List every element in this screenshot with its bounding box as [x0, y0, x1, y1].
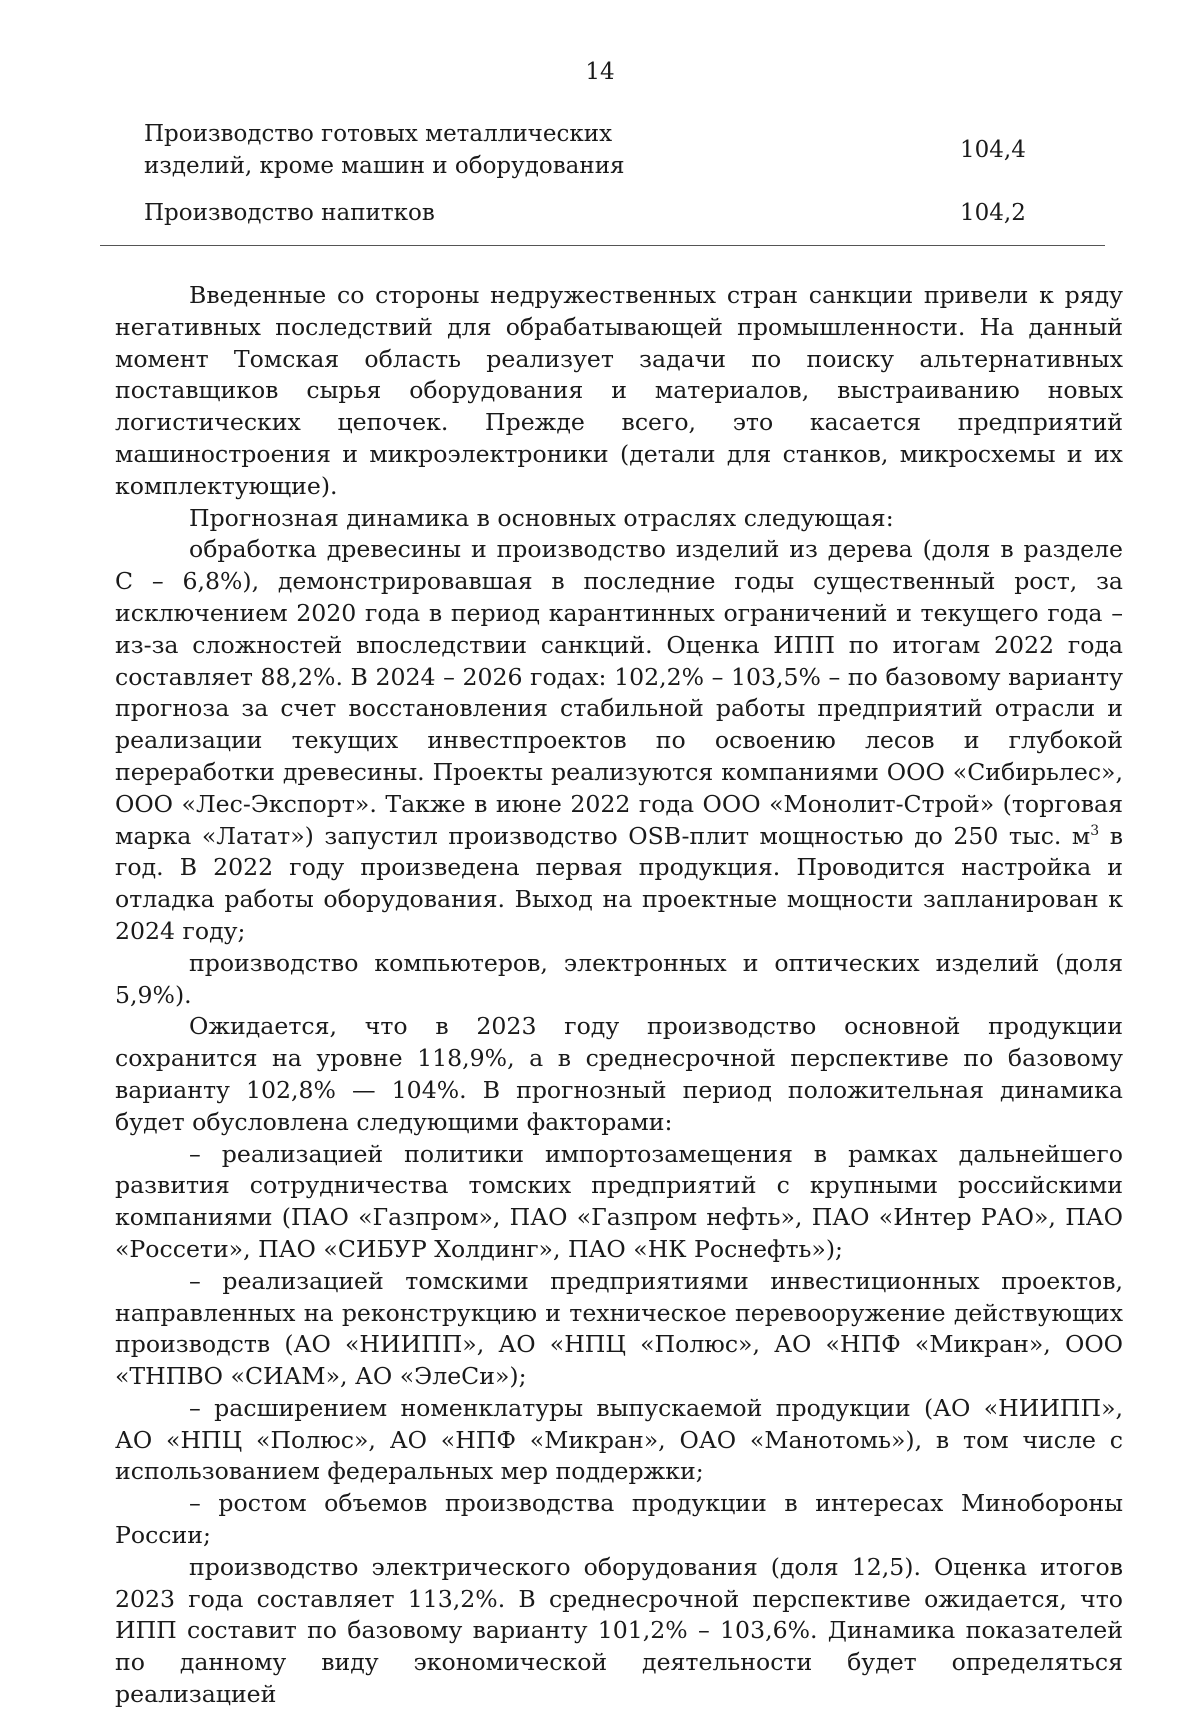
- table-row: [100, 118, 1105, 182]
- index-table: [100, 118, 1105, 226]
- body-text: [115, 280, 1123, 1711]
- table-row: [100, 197, 1105, 229]
- paragraph: Прогнозная динамика в основных отраслях следующая:: [189, 503, 894, 532]
- table-row-name-line1: Производство готовых металлических: [144, 121, 613, 147]
- paragraph: производство электрического оборудования (доля 12,5). Оценка итогов 2023 года составляет 113,2%. В среднесрочной перспективе ожидается, что ИПП составит по базовому варианту 101,2% – 103,6%. Динамика показателей по данному виду экономической деятельности будет определяться реализацией: [115, 1552, 1123, 1709]
- list-item: – реализацией политики импортозамещения в рамках дальнейшего развития сотрудничества томских предприятий с крупными российскими компаниями (ПАО «Газпром», ПАО «Газпром нефть», ПАО «Интер РАО», ПАО «Россети», ПАО «СИБУР Холдинг», ПАО «НК Роснефть»);: [115, 1139, 1123, 1263]
- page-number: 14: [585, 59, 615, 85]
- table-row-name: [144, 118, 704, 182]
- list-item: – ростом объемов производства продукции в интересах Минобороны России;: [115, 1489, 1123, 1550]
- paragraph-text: в год. В 2022 году произведена первая продукция. Проводится настройка и отладка работы оборудования. Выход на проектные мощности запланирован к 2024 году;: [115, 821, 1123, 945]
- table-bottom-rule: [100, 245, 1105, 246]
- superscript: 3: [1090, 822, 1100, 839]
- table-row-value: 104,4: [960, 137, 1026, 163]
- table-row-value: 104,2: [960, 200, 1026, 226]
- paragraph: [115, 534, 1123, 947]
- table-row-name-line2: изделий, кроме машин и оборудования: [144, 153, 625, 179]
- list-item: – реализацией томскими предприятиями инвестиционных проектов, направленных на реконструкцию и техническое перевооружение действующих производств (АО «НИИПП», АО «НПЦ «Полюс», АО «НПФ «Микран», ООО «ТНПВО «СИАМ», АО «ЭлеСи»);: [115, 1266, 1123, 1391]
- list-item: – расширением номенклатуры выпускаемой продукции (АО «НИИПП», АО «НПЦ «Полюс», АО «НПФ «Микран», ОАО «Манотомь»), в том числе с использованием федеральных мер поддержки;: [115, 1393, 1123, 1486]
- paragraph: Ожидается, что в 2023 году производство основной продукции сохранится на уровне 118,9%, а в среднесрочной перспективе по базовому варианту 102,8% — 104%. В прогнозный период положительная динамика будет обусловлена следующими факторами:: [115, 1012, 1123, 1136]
- paragraph: Введенные со стороны недружественных стран санкции привели к ряду негативных последствий для обрабатывающей промышленности. На данный момент Томская область реализует задачи по поиску альтернативных поставщиков сырья оборудования и материалов, выстраиванию новых логистических цепочек. Прежде всего, это касается предприятий машиностроения и микроэлектроники (детали для станков, микросхемы и их комплектующие).: [115, 281, 1123, 500]
- paragraph: производство компьютеров, электронных и оптических изделий (доля 5,9%).: [115, 948, 1123, 1009]
- paragraph-text: обработка древесины и производство изделий из дерева (доля в разделе С – 6,8%), демонстрировавшая в последние годы существенный рост, за исключением 2020 года в период карантинных ограничений и текущего года – из-за сложностей впоследствии санкций. Оценка ИПП по итогам 2022 года составляет 88,2%. В 2024 – 2026 годах: 102,2% – 103,5% – по базовому варианту прогноза за счет восстановления стабильной работы предприятий отрасли и реализации текущих инвестпроектов по освоению лесов и глубокой переработки древесины. Проекты реализуются компаниями ООО «Сибирьлес», ООО «Лес-Экспорт». Также в июне 2022 года ООО «Монолит-Строй» (торговая марка «Латат») запустил производство OSB-плит мощностью до 250 тыс. м: [115, 535, 1123, 850]
- table-row-name: Производство напитков: [144, 200, 435, 226]
